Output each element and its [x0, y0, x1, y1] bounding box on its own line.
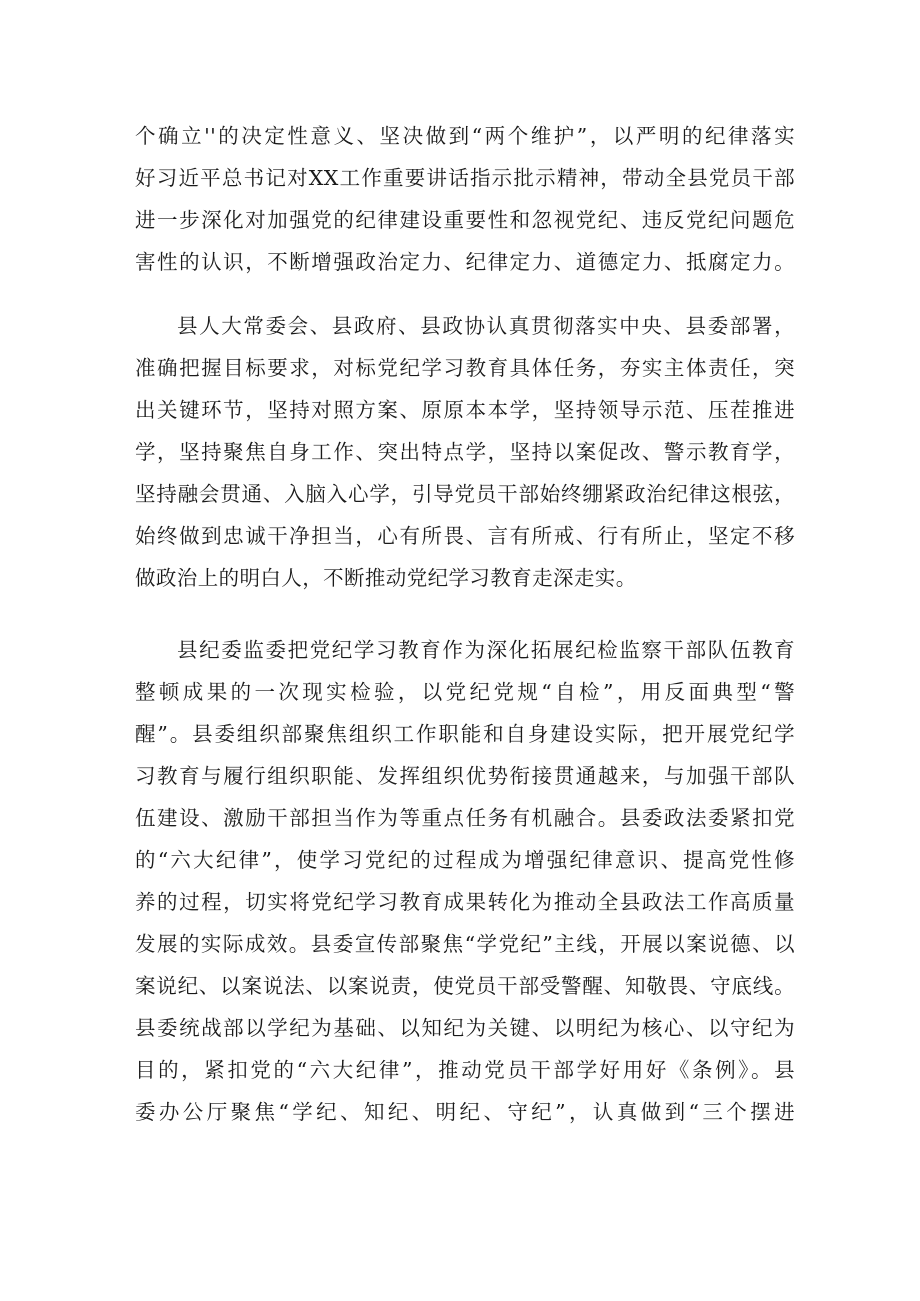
text-line: 伍建设、激励干部担当作为等重点任务有机融合。县委政法委紧扣党	[135, 806, 795, 830]
text-line: 害性的认识，不断增强政治定力、纪律定力、道德定力、抵腐定力。	[135, 250, 795, 274]
text-line: 整顿成果的一次现实检验，以党纪党规“自检”，用反面典型“警	[135, 680, 795, 704]
text-line: 养的过程，切实将党纪学习教育成果转化为推动全县政法工作高质量	[135, 890, 795, 914]
text-line: 的“六大纪律”，使学习党纪的过程成为增强纪律意识、提高党性修	[135, 848, 795, 872]
text-line: 好习近平总书记对XX工作重要讲话指示批示精神，带动全县党员干部	[135, 166, 795, 190]
text-line: 目的，紧扣党的“六大纪律”，推动党员干部学好用好《条例》。县	[135, 1058, 795, 1082]
text-line: 坚持融会贯通、入脑入心学，引导党员干部始终绷紧政治纪律这根弦，	[135, 482, 795, 506]
text-line: 县纪委监委把党纪学习教育作为深化拓展纪检监察干部队伍教育	[177, 638, 795, 662]
text-line: 准确把握目标要求，对标党纪学习教育具体任务，夯实主体责任，突	[135, 356, 795, 380]
text-line: 进一步深化对加强党的纪律建设重要性和忽视党纪、违反党纪问题危	[135, 208, 795, 232]
text-line: 做政治上的明白人，不断推动党纪学习教育走深走实。	[135, 566, 637, 590]
text-line: 县人大常委会、县政府、县政协认真贯彻落实中央、县委部署，	[177, 314, 795, 338]
text-line: 习教育与履行组织职能、发挥组织优势衔接贯通越来，与加强干部队	[135, 764, 795, 788]
text-line: 案说纪、以案说法、以案说责，使党员干部受警醒、知敬畏、守底线。	[135, 974, 795, 998]
text-line: 出关键环节，坚持对照方案、原原本本学，坚持领导示范、压茬推进	[135, 398, 795, 422]
text-line: 发展的实际成效。县委宣传部聚焦“学党纪”主线，开展以案说德、以	[135, 932, 795, 956]
text-line: 县委统战部以学纪为基础、以知纪为关键、以明纪为核心、以守纪为	[135, 1016, 795, 1040]
text-line: 个确立''的决定性意义、坚决做到“两个维护”，以严明的纪律落实	[135, 124, 795, 148]
text-line: 委办公厅聚焦“学纪、知纪、明纪、守纪”，认真做到“三个摆进	[135, 1100, 795, 1124]
text-line: 学，坚持聚焦自身工作、突出特点学，坚持以案促改、警示教育学，	[135, 440, 795, 464]
text-line: 醒”。县委组织部聚焦组织工作职能和自身建设实际，把开展党纪学	[135, 722, 795, 746]
text-line: 始终做到忠诚干净担当，心有所畏、言有所戒、行有所止，坚定不移	[135, 524, 795, 548]
